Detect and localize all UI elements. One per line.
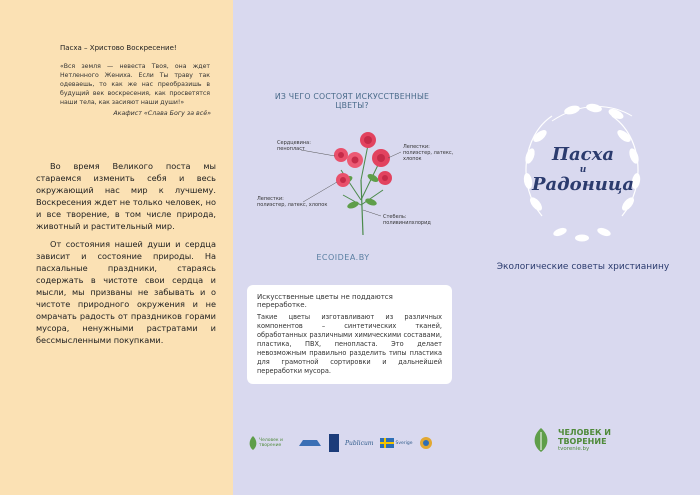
logo-emblem: [419, 434, 433, 452]
source-label: ECOIDEA.BY: [316, 253, 370, 262]
subtitle: Экологические советы христианину: [496, 262, 670, 272]
section-title: ИЗ ЧЕГО СОСТОЯТ ИСКУССТВЕННЫЕ ЦВЕТЫ?: [274, 92, 430, 110]
quote: «Вся земля — невеста Твоя, она ждет Нетленного Жениха. Если Ты траву так одеваешь, то как же нас преобразишь в будущий век воскресения, как просветятся наши тела, как засияют наши души!»: [60, 63, 210, 106]
logo-norway: [297, 434, 323, 452]
title-and: и: [579, 165, 587, 175]
logo-tvorenie: Человек и творение: [247, 434, 291, 452]
greeting: Пасха – Христово Воскресение!: [60, 44, 177, 52]
brand-text: ЧЕЛОВЕК И ТВОРЕНИЕ tvorenie.by: [558, 428, 611, 452]
middle-panel: [233, 0, 466, 495]
label-stem: Стебель: поливинилхлорид: [383, 214, 431, 226]
title-line-1: Пасха: [551, 144, 615, 165]
partner-logos: [247, 428, 462, 458]
logo-script: Publicum: [345, 439, 374, 447]
quote-source: Акафист «Слава Богу за всё»: [113, 110, 211, 117]
label-core: Сердцевина: пенопласт: [277, 140, 311, 152]
label-petals-right: Лепестки: полиэстер, латекс, хлопок: [403, 144, 454, 162]
info-box: [247, 285, 452, 384]
brochure-title: [466, 145, 700, 195]
leaf-icon: [530, 426, 552, 454]
brand-logo: [530, 420, 640, 460]
right-panel: [466, 0, 700, 495]
paragraph-2: От состояния нашей души и сердца зависит и состояние природы. На пасхальные праздники, стараясь содержать в чистоте свои сердца и мысли, мы призваны не забывать и о чистоте природного окружения и не омрачать радость от праздников горами мусора, ненужными растратами и бессмысленными покупками.: [36, 239, 216, 345]
logo-nederland: [329, 434, 339, 452]
flower-illustration: [243, 110, 458, 250]
flower-diagram: [243, 110, 458, 250]
logo-sverige: Sverige: [380, 434, 413, 452]
info-title: Искусственные цветы не поддаются переработке.: [257, 293, 393, 309]
label-petals-left: Лепестки: полиэстер, латекс, хлопок: [257, 196, 328, 208]
title-line-2: Радоница: [531, 174, 635, 195]
paragraph-1: Во время Великого поста мы стараемся изменить себя и весь окружающий нас мир к лучшему. Воскресения ждет не только человек, но и все творение, в том числе природа, животный и растительный мир.: [36, 161, 216, 231]
body-text: [36, 160, 216, 352]
left-panel: [0, 0, 233, 495]
info-text: Такие цветы изготавливают из различных компонентов – синтетических тканей, обработанных различными химическими составами, пластика, ПВХ, пенопласта. Это делает невозможным правильно разделить типы пластика для грамотной сортировки и дальнейшей переработки мусора.: [257, 313, 442, 375]
